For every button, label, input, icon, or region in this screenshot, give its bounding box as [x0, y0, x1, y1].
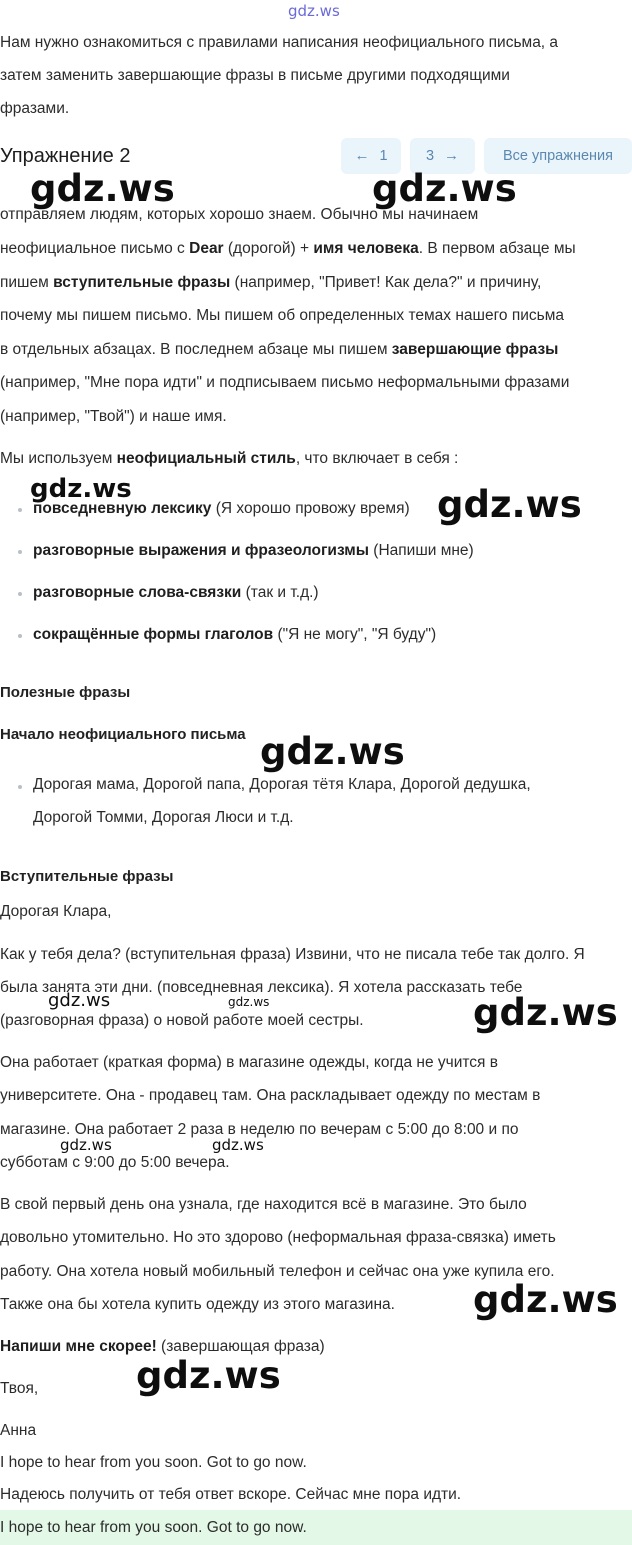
- letter-line: В свой первый день она узнала, где находится всё в магазине. Это было: [0, 1196, 527, 1213]
- theory-line: отправляем людям, которых хорошо знаем. Обычно мы начинаем: [0, 206, 479, 223]
- letter-line: работу. Она хотела новый мобильный телефон и сейчас она уже купила его.: [0, 1263, 555, 1280]
- list-item: сокращённые формы глаголов ("Я не могу", "Я буду"): [33, 626, 437, 643]
- list-item: Дорогой Томми, Дорогая Люси и т.д.: [33, 809, 294, 826]
- letter-closing: Напиши мне скорее! (завершающая фраза): [0, 1338, 325, 1355]
- intro-phrases-heading: Вступительные фразы: [0, 868, 174, 885]
- bullet-icon: [18, 634, 22, 638]
- letter-line: Она работает (краткая форма) в магазине одежды, когда не учится в: [0, 1054, 498, 1071]
- top-watermark: gdz.ws: [288, 2, 340, 20]
- watermark: gdz.ws: [48, 990, 111, 1011]
- letter-line: была занята эти дни. (повседневная лексика). Я хотела рассказать тебе: [0, 979, 523, 996]
- intro-line: фразами.: [0, 100, 70, 117]
- answer-line: Надеюсь получить от тебя ответ вскоре. Сейчас мне пора идти.: [0, 1486, 462, 1503]
- theory-line: пишем вступительные фразы (например, "Привет! Как дела?" и причину,: [0, 274, 542, 291]
- letter-signature: Анна: [0, 1422, 37, 1439]
- intro-line: затем заменить завершающие фразы в письме другими подходящими: [0, 67, 510, 84]
- arrow-left-icon: ←: [354, 147, 370, 164]
- list-item: разговорные выражения и фразеологизмы (Напиши мне): [33, 542, 474, 559]
- list-item: разговорные слова-связки (так и т.д.): [33, 584, 319, 601]
- watermark: gdz.ws: [437, 483, 582, 526]
- bullet-icon: [18, 592, 22, 596]
- bullet-icon: [18, 785, 22, 789]
- prev-exercise-label: 1: [379, 148, 388, 164]
- watermark: gdz.ws: [30, 167, 175, 210]
- letter-line: (разговорная фраза) о новой работе моей сестры.: [0, 1012, 364, 1029]
- watermark: gdz.ws: [136, 1354, 281, 1397]
- watermark: gdz.ws: [473, 1278, 618, 1321]
- letter-greeting: Дорогая Клара,: [0, 903, 112, 920]
- theory-line: (например, "Мне пора идти" и подписываем письмо неформальными фразами: [0, 374, 570, 391]
- theory-line: в отдельных абзацах. В последнем абзаце мы пишем завершающие фразы: [0, 341, 559, 358]
- bullet-icon: [18, 550, 22, 554]
- letter-line: Как у тебя дела? (вступительная фраза) Извини, что не писала тебе так долго. Я: [0, 946, 585, 963]
- watermark: gdz.ws: [212, 1136, 264, 1154]
- answer-line: I hope to hear from you soon. Got to go now.: [0, 1454, 307, 1471]
- intro-line: Нам нужно ознакомиться с правилами написания неофициального письма, а: [0, 34, 559, 51]
- list-item: Дорогая мама, Дорогой папа, Дорогая тётя Клара, Дорогой дедушка,: [33, 776, 531, 793]
- answer-line-highlighted: I hope to hear from you soon. Got to go now.: [0, 1519, 307, 1536]
- useful-phrases-heading: Полезные фразы: [0, 684, 131, 701]
- style-intro: Мы используем неофициальный стиль, что включает в себя :: [0, 450, 459, 467]
- bullet-icon: [18, 508, 22, 512]
- watermark: gdz.ws: [473, 991, 618, 1034]
- letter-line: магазине. Она работает 2 раза в неделю по вечерам с 5:00 до 8:00 и по: [0, 1121, 519, 1138]
- watermark: gdz.ws: [60, 1136, 112, 1154]
- letter-line: довольно утомительно. Но это здорово (неформальная фраза-связка) иметь: [0, 1229, 556, 1246]
- arrow-right-icon: →: [444, 147, 460, 164]
- watermark: gdz.ws: [260, 730, 405, 773]
- letter-line: субботам с 9:00 до 5:00 вечера.: [0, 1154, 230, 1171]
- letter-line: Также она бы хотела купить одежду из этого магазина.: [0, 1296, 395, 1313]
- watermark: gdz.ws: [228, 995, 270, 1009]
- watermark: gdz.ws: [372, 167, 517, 210]
- all-exercises-button[interactable]: Все упражнения: [484, 138, 632, 174]
- theory-line: почему мы пишем письмо. Мы пишем об определенных темах нашего письма: [0, 307, 564, 324]
- list-item: повседневную лексику (Я хорошо провожу время): [33, 500, 410, 517]
- exercise-title: Упражнение 2: [0, 145, 131, 167]
- letter-line: университете. Она - продавец там. Она раскладывает одежду по местам в: [0, 1087, 541, 1104]
- theory-line: неофициальное письмо с Dear (дорогой) + имя человека. В первом абзаце мы: [0, 240, 576, 257]
- watermark: gdz.ws: [30, 474, 132, 504]
- letter-signoff: Твоя,: [0, 1380, 39, 1397]
- letter-start-heading: Начало неофициального письма: [0, 726, 246, 743]
- theory-line: (например, "Твой") и наше имя.: [0, 408, 227, 425]
- next-exercise-label: 3: [425, 148, 435, 164]
